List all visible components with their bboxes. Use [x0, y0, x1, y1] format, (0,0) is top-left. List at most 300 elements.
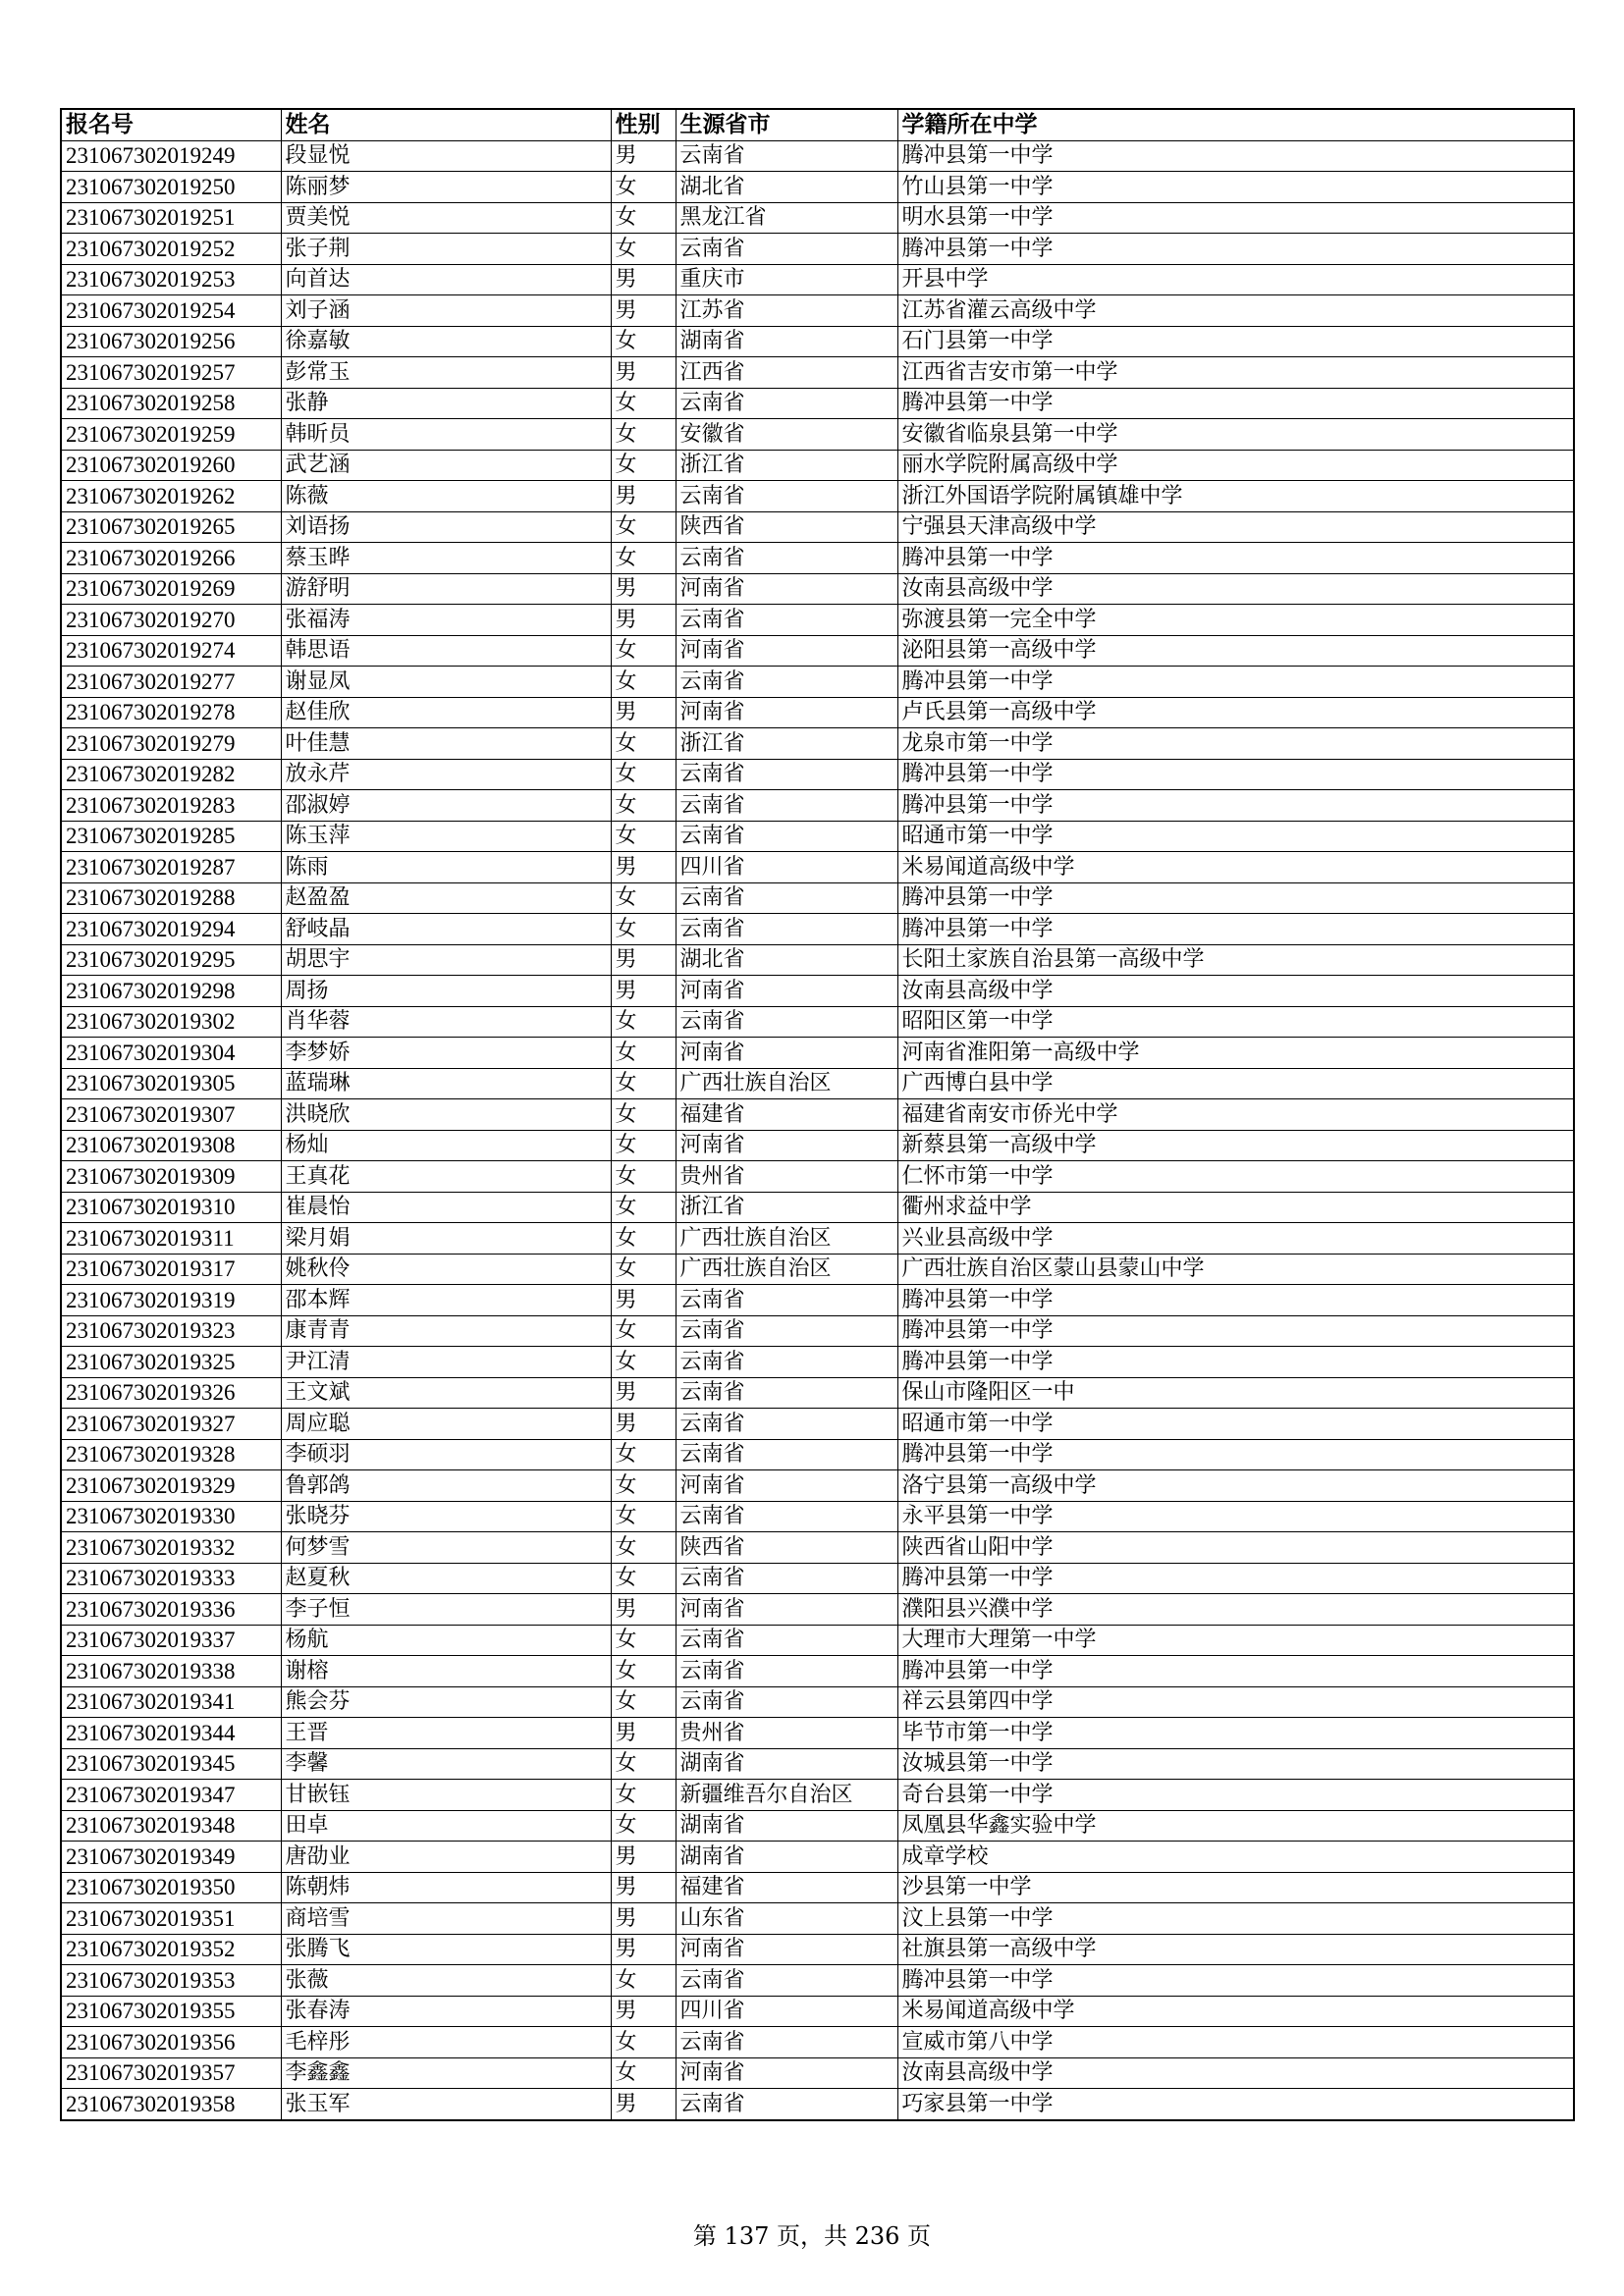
name-cell: 谢显凤 — [281, 667, 611, 698]
school-cell: 濮阳县兴濮中学 — [897, 1594, 1574, 1626]
name-cell: 张薇 — [281, 1965, 611, 1997]
registration-number-cell: 231067302019348 — [61, 1810, 281, 1842]
name-cell: 张静 — [281, 388, 611, 419]
gender-cell: 男 — [611, 1872, 676, 1903]
gender-cell: 女 — [611, 1130, 676, 1161]
table-row — [61, 1810, 1574, 1842]
name-cell: 邵本辉 — [281, 1285, 611, 1316]
table-row — [61, 790, 1574, 822]
school-cell: 凤凰县华鑫实验中学 — [897, 1810, 1574, 1842]
registration-number-cell: 231067302019265 — [61, 511, 281, 543]
school-cell: 腾冲县第一中学 — [897, 790, 1574, 822]
gender-cell: 男 — [611, 1842, 676, 1873]
table-row — [61, 1718, 1574, 1749]
province-cell: 浙江省 — [676, 450, 897, 481]
registration-number-cell: 231067302019356 — [61, 2027, 281, 2058]
registration-number-cell: 231067302019311 — [61, 1223, 281, 1255]
registration-number-cell: 231067302019319 — [61, 1285, 281, 1316]
registration-number-cell: 231067302019327 — [61, 1409, 281, 1440]
name-cell: 蔡玉晔 — [281, 543, 611, 574]
name-cell: 崔晨怡 — [281, 1192, 611, 1223]
school-cell: 兴业县高级中学 — [897, 1223, 1574, 1255]
gender-cell: 女 — [611, 1965, 676, 1997]
gender-cell: 女 — [611, 1686, 676, 1718]
registration-number-cell: 231067302019258 — [61, 388, 281, 419]
school-cell: 米易闻道高级中学 — [897, 1996, 1574, 2027]
registration-number-cell: 231067302019349 — [61, 1842, 281, 1873]
province-cell: 河南省 — [676, 1594, 897, 1626]
school-cell: 奇台县第一中学 — [897, 1780, 1574, 1811]
registration-number-cell: 231067302019274 — [61, 635, 281, 667]
province-cell: 河南省 — [676, 1934, 897, 1965]
school-cell: 仁怀市第一中学 — [897, 1161, 1574, 1193]
gender-cell: 女 — [611, 1099, 676, 1131]
registration-number-cell: 231067302019336 — [61, 1594, 281, 1626]
name-cell: 洪晓欣 — [281, 1099, 611, 1131]
gender-cell: 女 — [611, 667, 676, 698]
table-row — [61, 1006, 1574, 1038]
table-row — [61, 1748, 1574, 1780]
school-cell: 腾冲县第一中学 — [897, 759, 1574, 790]
name-cell: 何梦雪 — [281, 1532, 611, 1564]
gender-cell: 男 — [611, 295, 676, 327]
name-cell: 张腾飞 — [281, 1934, 611, 1965]
table-row — [61, 234, 1574, 265]
table-row — [61, 1439, 1574, 1470]
table-row — [61, 882, 1574, 914]
province-cell: 云南省 — [676, 882, 897, 914]
registration-number-cell: 231067302019344 — [61, 1718, 281, 1749]
province-cell: 广西壮族自治区 — [676, 1223, 897, 1255]
registration-number-cell: 231067302019317 — [61, 1254, 281, 1285]
school-cell: 腾冲县第一中学 — [897, 388, 1574, 419]
province-cell: 广西壮族自治区 — [676, 1068, 897, 1099]
name-cell: 张晓芬 — [281, 1501, 611, 1532]
name-cell: 游舒明 — [281, 573, 611, 605]
table-row — [61, 1656, 1574, 1687]
province-cell: 福建省 — [676, 1872, 897, 1903]
table-body — [61, 140, 1574, 2120]
registration-number-cell: 231067302019288 — [61, 882, 281, 914]
school-cell: 成章学校 — [897, 1842, 1574, 1873]
table-row — [61, 1903, 1574, 1935]
table-row — [61, 635, 1574, 667]
name-cell: 杨航 — [281, 1625, 611, 1656]
gender-cell: 女 — [611, 1223, 676, 1255]
province-cell: 湖南省 — [676, 326, 897, 357]
table-row — [61, 326, 1574, 357]
school-cell: 宁强县天津高级中学 — [897, 511, 1574, 543]
name-cell: 毛梓彤 — [281, 2027, 611, 2058]
school-cell: 永平县第一中学 — [897, 1501, 1574, 1532]
gender-cell: 男 — [611, 481, 676, 512]
header-name: 姓名 — [281, 109, 611, 140]
registration-number-cell: 231067302019333 — [61, 1563, 281, 1594]
name-cell: 武艺涵 — [281, 450, 611, 481]
school-cell: 祥云县第四中学 — [897, 1686, 1574, 1718]
registration-number-cell: 231067302019270 — [61, 605, 281, 636]
registration-number-cell: 231067302019298 — [61, 976, 281, 1007]
gender-cell: 女 — [611, 1563, 676, 1594]
province-cell: 云南省 — [676, 140, 897, 172]
province-cell: 江西省 — [676, 357, 897, 389]
name-cell: 韩思语 — [281, 635, 611, 667]
name-cell: 王文斌 — [281, 1377, 611, 1409]
name-cell: 陈朝炜 — [281, 1872, 611, 1903]
gender-cell: 女 — [611, 1315, 676, 1347]
name-cell: 段显悦 — [281, 140, 611, 172]
name-cell: 肖华蓉 — [281, 1006, 611, 1038]
gender-cell: 女 — [611, 388, 676, 419]
registration-number-cell: 231067302019269 — [61, 573, 281, 605]
registration-number-cell: 231067302019283 — [61, 790, 281, 822]
name-cell: 张福涛 — [281, 605, 611, 636]
name-cell: 张子荆 — [281, 234, 611, 265]
gender-cell: 男 — [611, 852, 676, 883]
gender-cell: 女 — [611, 1068, 676, 1099]
table-row — [61, 697, 1574, 728]
registration-number-cell: 231067302019351 — [61, 1903, 281, 1935]
registration-number-cell: 231067302019260 — [61, 450, 281, 481]
table-row — [61, 140, 1574, 172]
name-cell: 商培雪 — [281, 1903, 611, 1935]
table-row — [61, 1625, 1574, 1656]
school-cell: 腾冲县第一中学 — [897, 1439, 1574, 1470]
name-cell: 鲁郭鸽 — [281, 1470, 611, 1502]
province-cell: 云南省 — [676, 1006, 897, 1038]
province-cell: 湖北省 — [676, 944, 897, 976]
school-cell: 龙泉市第一中学 — [897, 728, 1574, 760]
school-cell: 巧家县第一中学 — [897, 2089, 1574, 2120]
gender-cell: 女 — [611, 1192, 676, 1223]
school-cell: 沙县第一中学 — [897, 1872, 1574, 1903]
registration-number-cell: 231067302019358 — [61, 2089, 281, 2120]
name-cell: 田卓 — [281, 1810, 611, 1842]
registration-number-cell: 231067302019259 — [61, 419, 281, 451]
province-cell: 陕西省 — [676, 511, 897, 543]
name-cell: 放永芹 — [281, 759, 611, 790]
table-row — [61, 295, 1574, 327]
table-row — [61, 728, 1574, 760]
province-cell: 云南省 — [676, 667, 897, 698]
name-cell: 李子恒 — [281, 1594, 611, 1626]
registration-number-cell: 231067302019277 — [61, 667, 281, 698]
province-cell: 贵州省 — [676, 1161, 897, 1193]
registration-number-cell: 231067302019347 — [61, 1780, 281, 1811]
name-cell: 蓝瑞琳 — [281, 1068, 611, 1099]
province-cell: 云南省 — [676, 605, 897, 636]
province-cell: 湖北省 — [676, 172, 897, 203]
table-row — [61, 1254, 1574, 1285]
gender-cell: 男 — [611, 697, 676, 728]
school-cell: 新蔡县第一高级中学 — [897, 1130, 1574, 1161]
registration-number-cell: 231067302019328 — [61, 1439, 281, 1470]
province-cell: 重庆市 — [676, 264, 897, 295]
registration-number-cell: 231067302019337 — [61, 1625, 281, 1656]
registration-number-cell: 231067302019252 — [61, 234, 281, 265]
registration-number-cell: 231067302019357 — [61, 2057, 281, 2089]
gender-cell: 女 — [611, 2027, 676, 2058]
school-cell: 昭通市第一中学 — [897, 1409, 1574, 1440]
province-cell: 河南省 — [676, 573, 897, 605]
province-cell: 云南省 — [676, 1439, 897, 1470]
province-cell: 陕西省 — [676, 1532, 897, 1564]
gender-cell: 男 — [611, 605, 676, 636]
registration-number-cell: 231067302019350 — [61, 1872, 281, 1903]
gender-cell: 女 — [611, 1470, 676, 1502]
table-row — [61, 202, 1574, 234]
table-row — [61, 1315, 1574, 1347]
school-cell: 社旗县第一高级中学 — [897, 1934, 1574, 1965]
table-row — [61, 2027, 1574, 2058]
registration-number-cell: 231067302019341 — [61, 1686, 281, 1718]
registration-number-cell: 231067302019257 — [61, 357, 281, 389]
gender-cell: 女 — [611, 1038, 676, 1069]
table-row — [61, 1347, 1574, 1378]
school-cell: 米易闻道高级中学 — [897, 852, 1574, 883]
registration-number-cell: 231067302019287 — [61, 852, 281, 883]
gender-cell: 女 — [611, 1439, 676, 1470]
table-row — [61, 419, 1574, 451]
name-cell: 康青青 — [281, 1315, 611, 1347]
registration-number-cell: 231067302019304 — [61, 1038, 281, 1069]
name-cell: 赵夏秋 — [281, 1563, 611, 1594]
name-cell: 赵盈盈 — [281, 882, 611, 914]
name-cell: 徐嘉敏 — [281, 326, 611, 357]
registration-number-cell: 231067302019329 — [61, 1470, 281, 1502]
table-row — [61, 1594, 1574, 1626]
name-cell: 刘语扬 — [281, 511, 611, 543]
registration-number-cell: 231067302019355 — [61, 1996, 281, 2027]
gender-cell: 女 — [611, 543, 676, 574]
gender-cell: 女 — [611, 2057, 676, 2089]
registration-number-cell: 231067302019253 — [61, 264, 281, 295]
name-cell: 周扬 — [281, 976, 611, 1007]
school-cell: 广西博白县中学 — [897, 1068, 1574, 1099]
gender-cell: 男 — [611, 140, 676, 172]
school-cell: 汝南县高级中学 — [897, 2057, 1574, 2089]
name-cell: 陈雨 — [281, 852, 611, 883]
name-cell: 李鑫鑫 — [281, 2057, 611, 2089]
table-row — [61, 2057, 1574, 2089]
school-cell: 大理市大理第一中学 — [897, 1625, 1574, 1656]
gender-cell: 女 — [611, 882, 676, 914]
name-cell: 赵佳欣 — [281, 697, 611, 728]
name-cell: 陈薇 — [281, 481, 611, 512]
province-cell: 浙江省 — [676, 1192, 897, 1223]
school-cell: 昭阳区第一中学 — [897, 1006, 1574, 1038]
province-cell: 江苏省 — [676, 295, 897, 327]
table-row — [61, 1377, 1574, 1409]
province-cell: 安徽省 — [676, 419, 897, 451]
school-cell: 宣威市第八中学 — [897, 2027, 1574, 2058]
school-cell: 泌阳县第一高级中学 — [897, 635, 1574, 667]
table-row — [61, 1038, 1574, 1069]
school-cell: 腾冲县第一中学 — [897, 1656, 1574, 1687]
gender-cell: 女 — [611, 202, 676, 234]
school-cell: 弥渡县第一完全中学 — [897, 605, 1574, 636]
name-cell: 唐劭业 — [281, 1842, 611, 1873]
registration-number-cell: 231067302019262 — [61, 481, 281, 512]
school-cell: 汝南县高级中学 — [897, 976, 1574, 1007]
table-row — [61, 667, 1574, 698]
gender-cell: 女 — [611, 234, 676, 265]
table-row — [61, 1965, 1574, 1997]
gender-cell: 女 — [611, 511, 676, 543]
table-row — [61, 172, 1574, 203]
registration-number-cell: 231067302019310 — [61, 1192, 281, 1223]
province-cell: 新疆维吾尔自治区 — [676, 1780, 897, 1811]
table-row — [61, 1780, 1574, 1811]
gender-cell: 女 — [611, 1625, 676, 1656]
province-cell: 云南省 — [676, 2089, 897, 2120]
table-row — [61, 1934, 1574, 1965]
province-cell: 贵州省 — [676, 1718, 897, 1749]
registration-number-cell: 231067302019309 — [61, 1161, 281, 1193]
registration-number-cell: 231067302019250 — [61, 172, 281, 203]
province-cell: 湖南省 — [676, 1842, 897, 1873]
school-cell: 腾冲县第一中学 — [897, 914, 1574, 945]
province-cell: 云南省 — [676, 481, 897, 512]
table-row — [61, 1409, 1574, 1440]
table-row — [61, 2089, 1574, 2120]
province-cell: 云南省 — [676, 759, 897, 790]
table-row — [61, 388, 1574, 419]
gender-cell: 女 — [611, 1532, 676, 1564]
name-cell: 王晋 — [281, 1718, 611, 1749]
header-school: 学籍所在中学 — [897, 109, 1574, 140]
name-cell: 杨灿 — [281, 1130, 611, 1161]
gender-cell: 男 — [611, 1594, 676, 1626]
school-cell: 腾冲县第一中学 — [897, 543, 1574, 574]
province-cell: 广西壮族自治区 — [676, 1254, 897, 1285]
school-cell: 昭通市第一中学 — [897, 821, 1574, 852]
registration-number-cell: 231067302019294 — [61, 914, 281, 945]
school-cell: 明水县第一中学 — [897, 202, 1574, 234]
name-cell: 甘嵌钰 — [281, 1780, 611, 1811]
table-row — [61, 1996, 1574, 2027]
province-cell: 云南省 — [676, 1965, 897, 1997]
table-row — [61, 1563, 1574, 1594]
province-cell: 云南省 — [676, 234, 897, 265]
province-cell: 云南省 — [676, 1625, 897, 1656]
province-cell: 浙江省 — [676, 728, 897, 760]
gender-cell: 男 — [611, 1285, 676, 1316]
table-row — [61, 605, 1574, 636]
table-row — [61, 1470, 1574, 1502]
gender-cell: 女 — [611, 790, 676, 822]
gender-cell: 男 — [611, 944, 676, 976]
school-cell: 毕节市第一中学 — [897, 1718, 1574, 1749]
table-row — [61, 1501, 1574, 1532]
gender-cell: 男 — [611, 357, 676, 389]
name-cell: 周应聪 — [281, 1409, 611, 1440]
table-row — [61, 976, 1574, 1007]
province-cell: 湖南省 — [676, 1810, 897, 1842]
province-cell: 云南省 — [676, 1563, 897, 1594]
province-cell: 河南省 — [676, 2057, 897, 2089]
province-cell: 云南省 — [676, 914, 897, 945]
name-cell: 邵淑婷 — [281, 790, 611, 822]
school-cell: 腾冲县第一中学 — [897, 1965, 1574, 1997]
gender-cell: 女 — [611, 1006, 676, 1038]
registration-number-cell: 231067302019285 — [61, 821, 281, 852]
province-cell: 云南省 — [676, 1285, 897, 1316]
admission-list-table — [60, 108, 1575, 2121]
table-row — [61, 1223, 1574, 1255]
gender-cell: 女 — [611, 1161, 676, 1193]
province-cell: 河南省 — [676, 1470, 897, 1502]
registration-number-cell: 231067302019279 — [61, 728, 281, 760]
name-cell: 陈丽梦 — [281, 172, 611, 203]
registration-number-cell: 231067302019256 — [61, 326, 281, 357]
gender-cell: 男 — [611, 1377, 676, 1409]
name-cell: 梁月娟 — [281, 1223, 611, 1255]
gender-cell: 女 — [611, 1810, 676, 1842]
gender-cell: 女 — [611, 1501, 676, 1532]
province-cell: 黑龙江省 — [676, 202, 897, 234]
table-row — [61, 1161, 1574, 1193]
province-cell: 云南省 — [676, 821, 897, 852]
table-row — [61, 543, 1574, 574]
school-cell: 福建省南安市侨光中学 — [897, 1099, 1574, 1131]
table-row — [61, 264, 1574, 295]
table-row — [61, 852, 1574, 883]
name-cell: 张玉军 — [281, 2089, 611, 2120]
province-cell: 四川省 — [676, 852, 897, 883]
table-row — [61, 1842, 1574, 1873]
name-cell: 李梦娇 — [281, 1038, 611, 1069]
gender-cell: 女 — [611, 914, 676, 945]
registration-number-cell: 231067302019338 — [61, 1656, 281, 1687]
name-cell: 李馨 — [281, 1748, 611, 1780]
table-row — [61, 821, 1574, 852]
gender-cell: 男 — [611, 1718, 676, 1749]
gender-cell: 男 — [611, 1934, 676, 1965]
table-row — [61, 1285, 1574, 1316]
registration-number-cell: 231067302019295 — [61, 944, 281, 976]
school-cell: 汝南县高级中学 — [897, 573, 1574, 605]
table-row — [61, 1068, 1574, 1099]
name-cell: 贾美悦 — [281, 202, 611, 234]
registration-number-cell: 231067302019323 — [61, 1315, 281, 1347]
table-row — [61, 1686, 1574, 1718]
registration-number-cell: 231067302019332 — [61, 1532, 281, 1564]
gender-cell: 女 — [611, 450, 676, 481]
school-cell: 衢州求益中学 — [897, 1192, 1574, 1223]
gender-cell: 男 — [611, 1996, 676, 2027]
school-cell: 竹山县第一中学 — [897, 172, 1574, 203]
gender-cell: 女 — [611, 728, 676, 760]
table-row — [61, 1532, 1574, 1564]
gender-cell: 女 — [611, 759, 676, 790]
province-cell: 河南省 — [676, 976, 897, 1007]
name-cell: 韩昕员 — [281, 419, 611, 451]
school-cell: 浙江外国语学院附属镇雄中学 — [897, 481, 1574, 512]
province-cell: 湖南省 — [676, 1748, 897, 1780]
header-registration-number: 报名号 — [61, 109, 281, 140]
registration-number-cell: 231067302019251 — [61, 202, 281, 234]
province-cell: 河南省 — [676, 697, 897, 728]
province-cell: 河南省 — [676, 635, 897, 667]
name-cell: 谢榕 — [281, 1656, 611, 1687]
header-province: 生源省市 — [676, 109, 897, 140]
province-cell: 云南省 — [676, 1409, 897, 1440]
name-cell: 姚秋伶 — [281, 1254, 611, 1285]
name-cell: 叶佳慧 — [281, 728, 611, 760]
school-cell: 洛宁县第一高级中学 — [897, 1470, 1574, 1502]
province-cell: 河南省 — [676, 1130, 897, 1161]
